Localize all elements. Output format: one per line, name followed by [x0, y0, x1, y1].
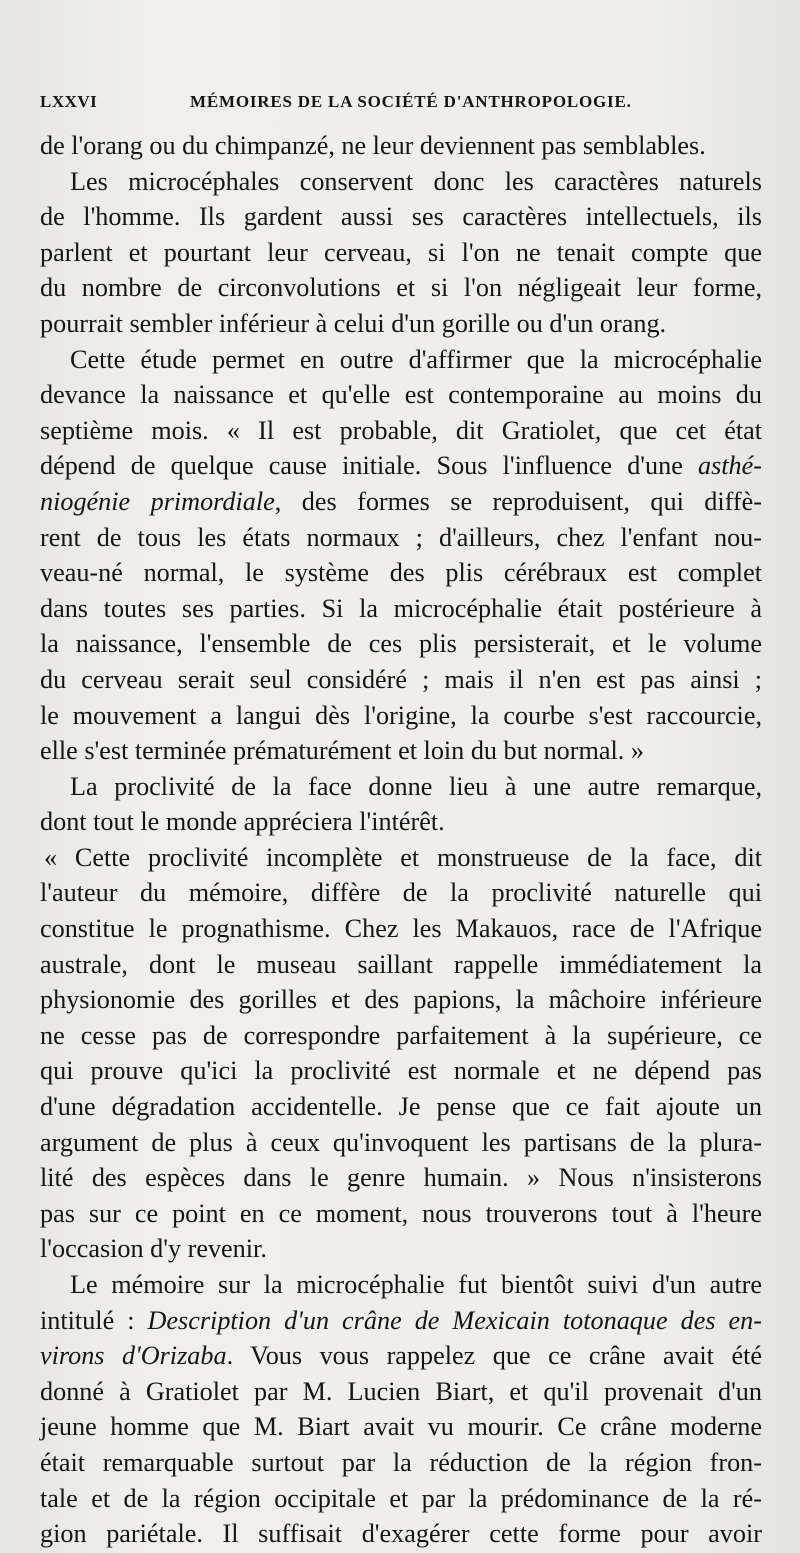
text-span: tale et de la région occipitale et par la prédominance de la ré- — [40, 1483, 762, 1513]
text-line — [40, 448, 762, 484]
text-line — [40, 520, 762, 556]
text-span: australe, dont le museau saillant rappelle immédiatement la — [40, 949, 762, 979]
text-span: ne cesse pas de correspondre parfaitement à la supérieure, ce — [40, 1020, 762, 1050]
text-span: septième mois. « Il est probable, dit Gratiolet, que cet état — [40, 415, 762, 445]
text-span: , des formes se reproduisent, qui diffè- — [274, 486, 762, 516]
text-line — [40, 270, 762, 306]
text-line — [40, 377, 762, 413]
italic-text: Description d'un crâne de Mexicain totonaque des en- — [147, 1305, 762, 1335]
text-span: elle s'est terminée prématurément et loin du but normal. » — [40, 736, 644, 766]
text-span: du cerveau serait seul considéré ; mais il n'en est pas ainsi ; — [40, 664, 762, 694]
text-span: devance la naissance et qu'elle est contemporaine au moins du — [40, 380, 762, 410]
text-span: donné à Gratiolet par M. Lucien Biart, et qu'il provenait d'un — [40, 1376, 762, 1406]
text-line — [40, 1231, 762, 1267]
text-span: argument de plus à ceux qu'invoquent les partisans de la plura- — [40, 1127, 762, 1157]
text-span: qui prouve qu'ici la proclivité est normale et ne dépend pas — [40, 1056, 762, 1086]
text-span: lité des espèces dans le genre humain. » Nous n'insisterons — [40, 1163, 762, 1193]
text-span: l'occasion d'y revenir. — [40, 1234, 267, 1264]
text-line — [40, 698, 762, 734]
italic-text: asthé- — [698, 451, 762, 481]
text-span: pas sur ce point en ce moment, nous trouverons tout à l'heure — [40, 1198, 762, 1228]
text-span: de l'homme. Ils gardent aussi ses caractères intellectuels, ils — [40, 202, 762, 232]
text-span: jeune homme que M. Biart avait vu mourir. Ce crâne moderne — [40, 1412, 762, 1442]
text-span: . Vous vous rappelez que ce crâne avait été — [226, 1341, 762, 1371]
text-span: veau-né normal, le système des plis cérébraux est complet — [40, 558, 762, 588]
running-title: MÉMOIRES DE LA SOCIÉTÉ D'ANTHROPOLOGIE. — [190, 92, 632, 111]
text-span: intitulé : — [40, 1305, 148, 1335]
text-line — [40, 484, 762, 520]
text-line — [40, 1481, 762, 1517]
text-span: « Cette proclivité incomplète et monstrueuse de la face, dit — [44, 842, 762, 872]
text-span: du nombre de circonvolutions et si l'on négligeait leur forme, — [40, 273, 762, 303]
page-number: LXXVI — [40, 92, 98, 111]
text-line — [40, 1267, 762, 1303]
text-span: d'une dégradation accidentelle. Je pense que ce fait ajoute un — [40, 1092, 762, 1122]
text-line — [40, 1053, 762, 1089]
text-line — [40, 1125, 762, 1161]
text-span: physionomie des gorilles et des papions, la mâchoire inférieure — [40, 985, 762, 1015]
text-line — [40, 1018, 762, 1054]
text-span: Cette étude permet en outre d'affirmer que la microcéphalie — [70, 344, 762, 374]
text-span: pourrait sembler inférieur à celui d'un gorille ou d'un orang. — [40, 308, 667, 338]
text-line — [40, 662, 762, 698]
text-line — [40, 1374, 762, 1410]
text-line — [40, 1089, 762, 1125]
text-line — [40, 413, 762, 449]
italic-text: niogénie primordiale — [40, 486, 275, 516]
text-span: était remarquable surtout par la réduction de la région fron- — [40, 1447, 762, 1477]
text-line — [40, 733, 762, 769]
text-line — [40, 626, 762, 662]
text-line — [40, 1409, 762, 1445]
text-span: La proclivité de la face donne lieu à une autre remarque, — [70, 771, 762, 801]
text-span: le mouvement a langui dès l'origine, la courbe s'est raccourcie, — [40, 700, 762, 730]
text-line — [40, 1445, 762, 1481]
text-line — [40, 1196, 762, 1232]
text-line — [40, 306, 762, 342]
text-line — [40, 164, 762, 200]
body-text — [40, 128, 762, 1552]
text-span: gion pariétale. Il suffisait d'exagérer cette forme pour avoir — [40, 1519, 762, 1549]
italic-text: virons d'Orizaba — [40, 1341, 227, 1371]
text-span: Le mémoire sur la microcéphalie fut bientôt suivi d'un autre — [70, 1270, 762, 1299]
text-line — [40, 982, 762, 1018]
text-line — [40, 342, 762, 378]
text-line — [40, 911, 762, 947]
text-span: dépend de quelque cause initiale. Sous l'influence d'une — [40, 451, 698, 481]
text-span: la naissance, l'ensemble de ces plis persisterait, et le volume — [40, 629, 762, 659]
text-line — [40, 1303, 762, 1339]
text-line — [40, 235, 762, 271]
text-span: rent de tous les états normaux ; d'ailleurs, chez l'enfant nou- — [40, 522, 762, 552]
text-span: dans toutes ses parties. Si la microcéphalie était postérieure à — [40, 593, 762, 623]
text-line — [40, 1338, 762, 1374]
text-span: Les microcéphales conservent donc les caractères naturels — [70, 166, 762, 196]
text-line — [40, 840, 762, 876]
text-line — [40, 804, 762, 840]
text-span: de l'orang ou du chimpanzé, ne leur deviennent pas semblables. — [40, 131, 706, 160]
text-line — [40, 1160, 762, 1196]
running-header — [40, 92, 762, 128]
text-line — [40, 199, 762, 235]
text-line — [40, 128, 762, 164]
text-line — [40, 555, 762, 591]
text-line — [40, 947, 762, 983]
text-span: l'auteur du mémoire, diffère de la proclivité naturelle qui — [40, 878, 762, 908]
text-span: parlent et pourtant leur cerveau, si l'on ne tenait compte que — [40, 237, 762, 267]
text-line — [40, 1516, 762, 1552]
text-line — [40, 591, 762, 627]
text-span: constitue le prognathisme. Chez les Makauos, race de l'Afrique — [40, 914, 762, 944]
text-line — [40, 875, 762, 911]
text-span: dont tout le monde appréciera l'intérêt. — [40, 807, 445, 837]
text-line — [40, 769, 762, 805]
